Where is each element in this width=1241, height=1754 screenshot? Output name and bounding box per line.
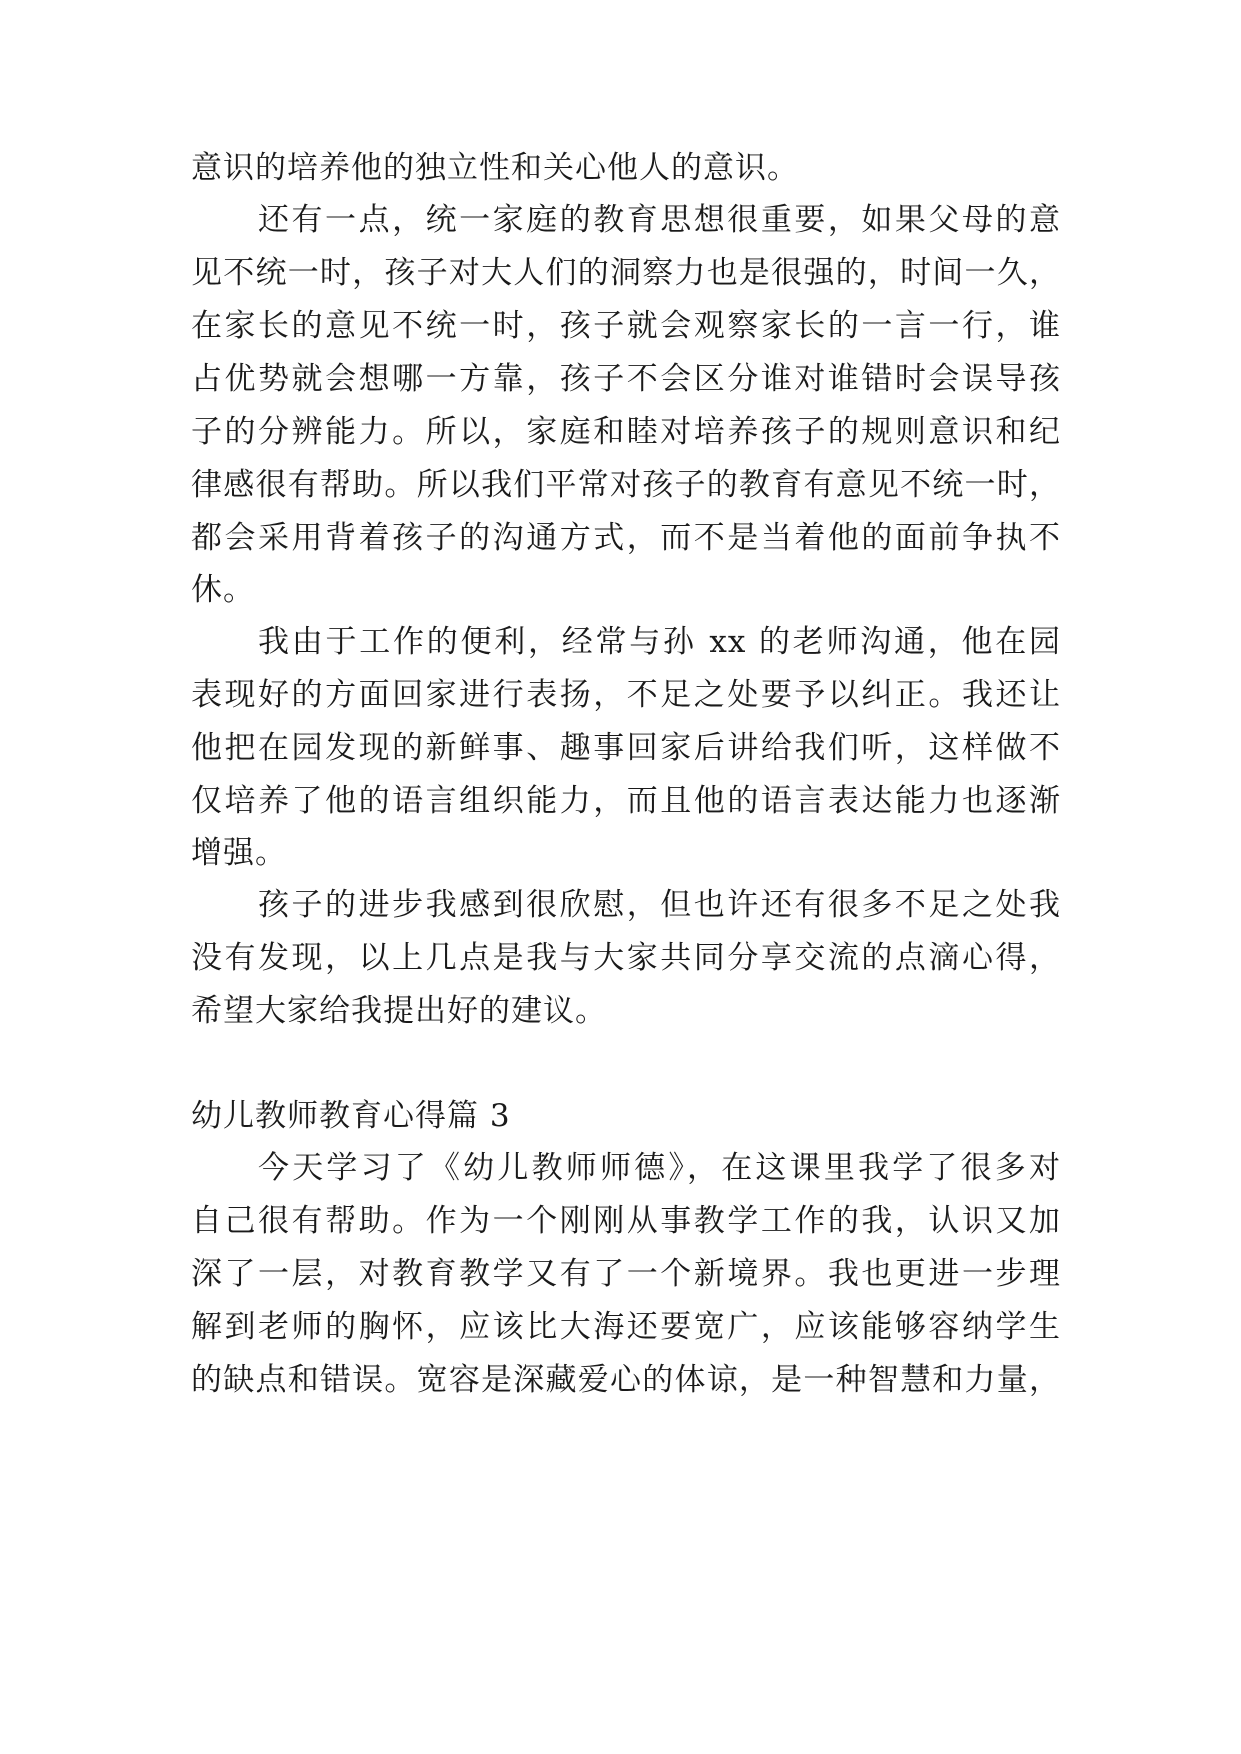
- text-line: 今天学习了《幼儿教师师德》，在这课里我学了很多对: [258, 1150, 1061, 1186]
- text-line: 休。: [191, 572, 255, 608]
- text-line: 表现好的方面回家进行表扬，不足之处要予以纠正。我还让: [191, 677, 1061, 713]
- text-line: 在家长的意见不统一时，孩子就会观察家长的一言一行，谁: [191, 308, 1061, 344]
- text-line: 孩子的进步我感到很欣慰，但也许还有很多不足之处我: [258, 887, 1061, 923]
- text-line: 他把在园发现的新鲜事、趣事回家后讲给我们听，这样做不: [191, 730, 1061, 766]
- text-line: 希望大家给我提出好的建议。: [191, 993, 607, 1029]
- text-line: 没有发现，以上几点是我与大家共同分享交流的点滴心得，: [191, 940, 1061, 976]
- text-line: 都会采用背着孩子的沟通方式，而不是当着他的面前争执不: [191, 520, 1061, 556]
- section-heading: 幼儿教师教育心得篇 3: [191, 1098, 511, 1134]
- text-line: 律感很有帮助。所以我们平常对孩子的教育有意见不统一时，: [191, 467, 1061, 503]
- text-line: 解到老师的胸怀，应该比大海还要宽广，应该能够容纳学生: [191, 1309, 1061, 1345]
- text-line: 我由于工作的便利，经常与孙 xx 的老师沟通，他在园: [258, 624, 1061, 660]
- text-line: 自己很有帮助。作为一个刚刚从事教学工作的我，认识又加: [191, 1203, 1061, 1239]
- text-line: 意识的培养他的独立性和关心他人的意识。: [191, 150, 799, 186]
- text-line: 仅培养了他的语言组织能力，而且他的语言表达能力也逐渐: [191, 783, 1061, 819]
- text-line: 见不统一时，孩子对大人们的洞察力也是很强的，时间一久，: [191, 255, 1061, 291]
- text-line: 的缺点和错误。宽容是深藏爱心的体谅，是一种智慧和力量，: [191, 1362, 1061, 1398]
- text-line: 子的分辨能力。所以，家庭和睦对培养孩子的规则意识和纪: [191, 414, 1061, 450]
- text-line: 深了一层，对教育教学又有了一个新境界。我也更进一步理: [191, 1256, 1061, 1292]
- text-line: 占优势就会想哪一方靠，孩子不会区分谁对谁错时会误导孩: [191, 361, 1061, 397]
- text-line: 增强。: [191, 835, 287, 871]
- text-line: 还有一点，统一家庭的教育思想很重要，如果父母的意: [258, 202, 1061, 238]
